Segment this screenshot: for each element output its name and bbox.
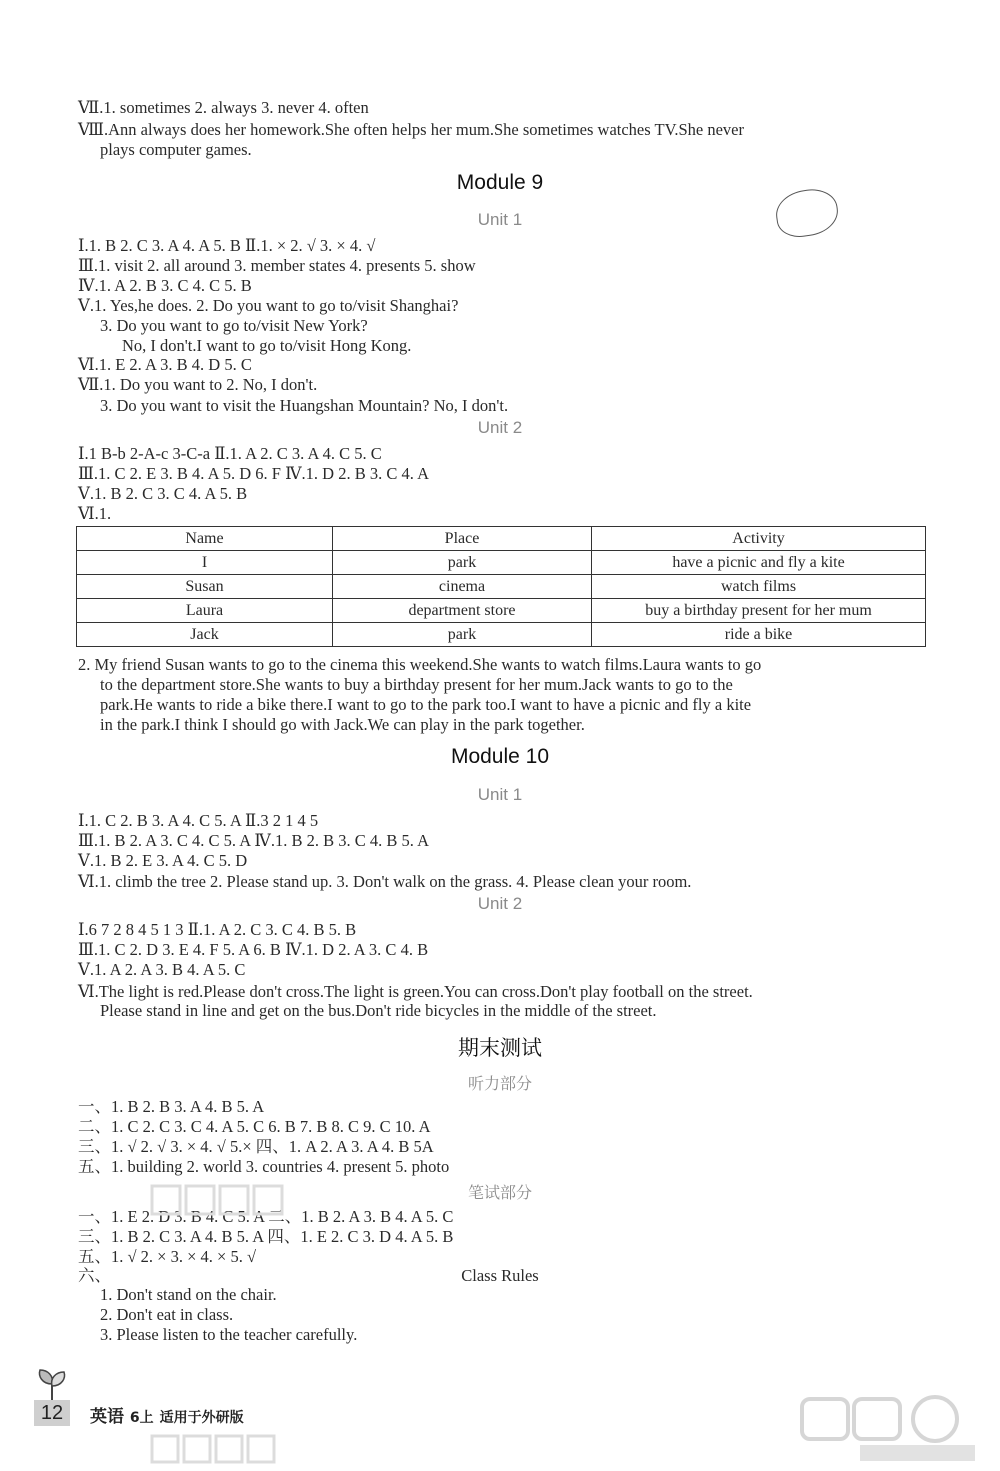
text-line: Ⅰ.6 7 2 8 4 5 1 3 Ⅱ.1. A 2. C 3. C 4. B 5. B [78,920,357,939]
table-cell: buy a birthday present for her mum [592,599,926,623]
text-line: 3. Please listen to the teacher carefully. [100,1325,358,1344]
activity-table [76,526,926,647]
text-line: Ⅶ.1. sometimes 2. always 3. never 4. often [78,98,369,117]
watermark-logo-icon [800,1395,980,1465]
table-header-row [77,527,926,551]
listening-section-title: 听力部分 [467,1074,532,1093]
leaf-icon [34,1368,70,1402]
writing-section-title: 笔试部分 [467,1183,532,1202]
text-line: Ⅴ.1. A 2. A 3. B 4. A 5. C [78,960,246,979]
watermark-stamp-icon [150,1432,280,1466]
text-line: Ⅴ.1. B 2. C 3. C 4. A 5. B [78,484,248,503]
text-line: Ⅰ.1. C 2. B 3. A 4. C 5. A Ⅱ.3 2 1 4 5 [78,811,319,830]
table-cell: Susan [77,575,333,599]
text-line: Ⅴ.1. Yes,he does. 2. Do you want to go to/visit Shanghai? [78,296,459,315]
text-line: Ⅴ.1. B 2. E 3. A 4. C 5. D [78,851,248,870]
text-line: 一、1. B 2. B 3. A 4. B 5. A [78,1097,265,1116]
text-line: No, I don't.I want to go to/visit Hong Kong. [122,336,412,355]
text-line: 3. Do you want to visit the Huangshan Mountain? No, I don't. [100,396,509,415]
table-cell: ride a bike [592,623,926,647]
text-line: Ⅲ.1. B 2. A 3. C 4. C 5. A Ⅳ.1. B 2. B 3. C 4. B 5. A [78,831,430,850]
text-line: Please stand in line and get on the bus.Don't ride bicycles in the middle of the street. [100,1001,657,1020]
subject-label: 英语 [90,1407,124,1427]
final-test-title: 期末测试 [458,1036,542,1060]
table-header: Activity [592,527,926,551]
text-line: 六、 [78,1266,111,1285]
text-line: Ⅶ.1. Do you want to 2. No, I don't. [78,375,318,394]
table-header: Place [333,527,592,551]
text-line: Ⅳ.1. A 2. B 3. C 4. C 5. B [78,276,252,295]
table-row [77,623,926,647]
text-line: 三、1. B 2. C 3. A 4. B 5. A 四、1. E 2. C 3. D 4. A 5. B [78,1227,454,1246]
text-line: in the park.I think I should go with Jack.We can play in the park together. [100,715,585,734]
text-line: 2. My friend Susan wants to go to the cinema this weekend.She wants to watch films.Laura wants to go [78,655,762,674]
text-line: Ⅰ.1. B 2. C 3. A 4. A 5. B Ⅱ.1. × 2. √ 3. × 4. √ [78,236,376,255]
table-cell: I [77,551,333,575]
text-line: 一、1. E 2. D 3. B 4. C 5. A 二、1. B 2. A 3. B 4. A 5. C [78,1207,454,1226]
table-cell: park [333,623,592,647]
watermark-stamp-icon [150,1180,290,1220]
text-line: Ⅲ.1. visit 2. all around 3. member states 4. presents 5. show [78,256,476,275]
table-cell: Jack [77,623,333,647]
table-cell: have a picnic and fly a kite [592,551,926,575]
table-cell: park [333,551,592,575]
text-line: Ⅰ.1 B-b 2-A-c 3-C-a Ⅱ.1. A 2. C 3. A 4. C 5. C [78,444,382,463]
text-line: plays computer games. [100,140,252,159]
text-line: Ⅲ.1. C 2. E 3. B 4. A 5. D 6. F Ⅳ.1. D 2. B 3. C 4. A [78,464,429,483]
table-header: Name [77,527,333,551]
text-line: 1. Don't stand on the chair. [100,1285,277,1304]
table-cell: watch films [592,575,926,599]
text-line: Ⅵ.1. climb the tree 2. Please stand up. 3. Don't walk on the grass. 4. Please clean your room. [78,872,692,891]
table-row [77,575,926,599]
unit-1-title: Unit 1 [477,210,523,229]
class-rules-title: Class Rules [461,1266,539,1285]
text-line: Ⅲ.1. C 2. D 3. E 4. F 5. A 6. B Ⅳ.1. D 2. A 3. C 4. B [78,940,429,959]
text-line: 五、1. √ 2. × 3. × 4. × 5. √ [78,1247,257,1266]
unit-2-title: Unit 2 [477,418,523,437]
text-line: 二、1. C 2. C 3. C 4. A 5. C 6. B 7. B 8. C 9. C 10. A [78,1117,431,1136]
module-10-title: Module 10 [450,745,550,768]
text-line: Ⅵ.1. E 2. A 3. B 4. D 5. C [78,355,252,374]
text-line: park.He wants to ride a bike there.I want to go to the park too.I want to have a picnic and fly a kite [100,695,752,714]
book-label [90,1402,244,1427]
unit-2-title: Unit 2 [477,894,523,913]
text-line: 五、1. building 2. world 3. countries 4. present 5. photo [78,1157,450,1176]
table-cell: department store [333,599,592,623]
grade-label: 6上 [129,1410,154,1426]
text-line: Ⅷ.Ann always does her homework.She often helps her mum.She sometimes watches TV.She never [78,120,745,139]
table-cell: cinema [333,575,592,599]
text-line: 2. Don't eat in class. [100,1305,234,1324]
table-cell: Laura [77,599,333,623]
unit-1-title: Unit 1 [477,785,523,804]
text-line: 3. Do you want to go to/visit New York? [100,316,368,335]
table-row [77,599,926,623]
table-row [77,551,926,575]
text-line: Ⅵ.The light is red.Please don't cross.The light is green.You can cross.Don't play football on the street. [78,982,753,1001]
text-line: 三、1. √ 2. √ 3. × 4. √ 5.× 四、1. A 2. A 3. A 4. B 5A [78,1137,434,1156]
page-number: 12 [34,1400,70,1426]
text-line: Ⅵ.1. [78,504,112,523]
edition-label: 适用于外研版 [159,1410,244,1426]
module-9-title: Module 9 [456,171,544,194]
text-line: to the department store.She wants to buy a birthday present for her mum.Jack wants to go to the [100,675,733,694]
